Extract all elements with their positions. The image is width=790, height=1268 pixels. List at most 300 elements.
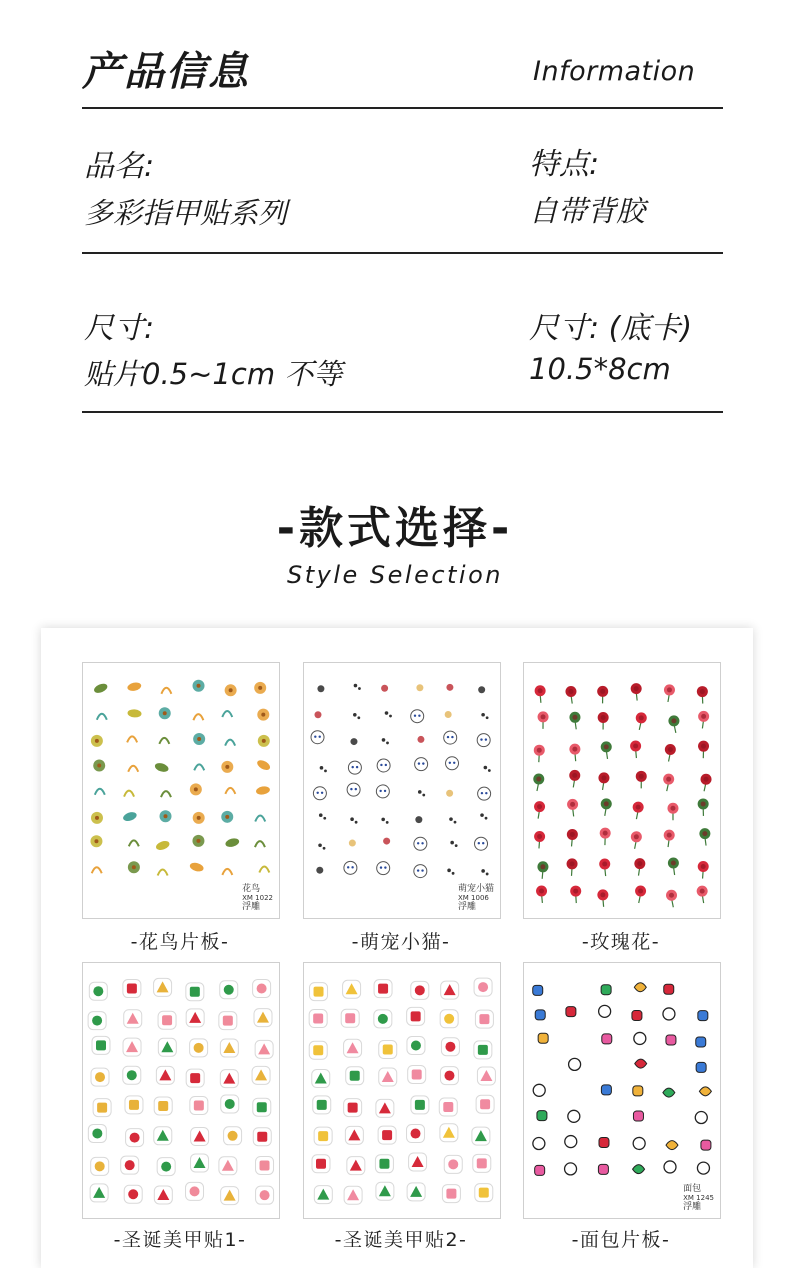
leaf-sticker bbox=[634, 983, 646, 992]
leaf-sticker bbox=[259, 866, 269, 872]
paw-sticker bbox=[320, 766, 324, 770]
flower-sticker bbox=[445, 711, 452, 718]
leaf-sticker bbox=[666, 1141, 678, 1150]
style-card-christmas-2[interactable] bbox=[303, 962, 501, 1219]
cat-sticker bbox=[313, 787, 326, 800]
paw-sticker bbox=[355, 821, 358, 824]
cat-sticker bbox=[415, 758, 428, 771]
sheet-brand: 浮雕 bbox=[683, 1203, 714, 1212]
gift-sticker bbox=[318, 1131, 328, 1141]
paw-sticker bbox=[422, 794, 425, 797]
style-caption: -面包片板- bbox=[522, 1225, 720, 1252]
cat-eye bbox=[380, 866, 382, 868]
flower-center bbox=[94, 839, 98, 843]
leaf-sticker bbox=[158, 869, 168, 875]
cat-eye bbox=[351, 866, 353, 868]
gift-sticker bbox=[479, 1188, 489, 1198]
bread-sticker bbox=[663, 1008, 675, 1020]
flower-center bbox=[229, 688, 233, 692]
gift-sticker bbox=[260, 1160, 270, 1170]
paw-sticker bbox=[386, 821, 389, 824]
rose-center bbox=[604, 744, 609, 749]
cat-sticker bbox=[478, 787, 491, 800]
bird-sticker bbox=[154, 762, 170, 774]
bird-sticker bbox=[255, 785, 270, 795]
bird-sticker bbox=[127, 681, 142, 692]
leaf-sticker bbox=[193, 714, 203, 720]
rose-center bbox=[637, 861, 642, 866]
toast-sticker bbox=[633, 1111, 643, 1121]
cat-sticker bbox=[376, 785, 389, 798]
flower-center bbox=[197, 816, 201, 820]
cat-eye bbox=[449, 762, 451, 764]
flower-sticker bbox=[383, 838, 390, 845]
ornament-sticker bbox=[225, 1099, 235, 1109]
paw-sticker bbox=[386, 742, 389, 745]
ornament-sticker bbox=[444, 1014, 454, 1024]
flower-sticker bbox=[446, 684, 453, 691]
gift-sticker bbox=[127, 984, 137, 994]
paw-sticker bbox=[318, 844, 322, 848]
gift-sticker bbox=[379, 1159, 389, 1169]
cat-sticker bbox=[477, 734, 490, 747]
cat-eye bbox=[451, 736, 453, 738]
rose-center bbox=[600, 689, 605, 694]
toast-sticker bbox=[698, 1011, 708, 1021]
paw-sticker bbox=[481, 713, 485, 717]
gift-sticker bbox=[257, 1102, 267, 1112]
flower-center bbox=[163, 711, 167, 715]
bread-sticker bbox=[695, 1112, 707, 1124]
flower-center bbox=[95, 816, 99, 820]
cat-sticker bbox=[377, 862, 390, 875]
cat-sticker bbox=[348, 761, 361, 774]
leaf-sticker bbox=[92, 867, 102, 873]
rose-center bbox=[568, 689, 573, 694]
gift-sticker bbox=[348, 1103, 358, 1113]
cat-sticker bbox=[311, 731, 324, 744]
rose-center bbox=[541, 714, 546, 719]
ornament-sticker bbox=[444, 1071, 454, 1081]
toast-sticker bbox=[632, 1011, 642, 1021]
sticker-sheet-icon bbox=[304, 963, 500, 1218]
bird-sticker bbox=[224, 837, 240, 848]
cat-sticker bbox=[475, 837, 488, 850]
toast-sticker bbox=[696, 1062, 706, 1072]
cat-eye bbox=[350, 788, 352, 790]
flower-center bbox=[225, 815, 229, 819]
gift-sticker bbox=[480, 1099, 490, 1109]
leaf-sticker bbox=[222, 869, 232, 875]
leaf-sticker bbox=[194, 764, 204, 770]
flower-center bbox=[194, 787, 198, 791]
rose-center bbox=[572, 715, 577, 720]
style-caption: -圣诞美甲贴1- bbox=[81, 1225, 279, 1252]
sheet-tag bbox=[458, 885, 494, 912]
toast-sticker bbox=[633, 1086, 643, 1096]
divider bbox=[82, 107, 723, 109]
bread-sticker bbox=[565, 1136, 577, 1148]
cat-eye bbox=[453, 762, 455, 764]
rose-center bbox=[602, 862, 607, 867]
cat-sticker bbox=[344, 861, 357, 874]
paw-sticker bbox=[385, 711, 389, 715]
cat-eye bbox=[384, 866, 386, 868]
rose-center bbox=[667, 687, 672, 692]
paw-sticker bbox=[382, 738, 386, 742]
cat-eye bbox=[356, 766, 358, 768]
rose-center bbox=[666, 777, 671, 782]
cat-eye bbox=[418, 762, 420, 764]
leaf-sticker bbox=[225, 788, 235, 794]
cat-eye bbox=[480, 738, 482, 740]
flower-center bbox=[132, 865, 136, 869]
cat-eye bbox=[314, 736, 316, 738]
paw-sticker bbox=[350, 817, 354, 821]
style-caption: -萌宠小猫- bbox=[302, 927, 500, 954]
gift-sticker bbox=[162, 1015, 172, 1025]
toast-sticker bbox=[601, 1085, 611, 1095]
ornament-sticker bbox=[411, 1129, 421, 1139]
style-card-flower-bird[interactable] bbox=[82, 662, 280, 919]
leaf-sticker bbox=[635, 1059, 647, 1068]
leaf-sticker bbox=[161, 791, 171, 797]
flower-center bbox=[196, 839, 200, 843]
flower-sticker bbox=[314, 711, 321, 718]
cat-sticker bbox=[377, 759, 390, 772]
ornament-sticker bbox=[194, 1043, 204, 1053]
gift-sticker bbox=[313, 1014, 323, 1024]
sticker-sheet-icon bbox=[524, 663, 720, 918]
paw-sticker bbox=[488, 769, 491, 772]
gift-sticker bbox=[316, 1159, 326, 1169]
cat-eye bbox=[380, 764, 382, 766]
sticker-sheet-icon bbox=[524, 963, 720, 1218]
cat-sticker bbox=[347, 783, 360, 796]
rose-center bbox=[701, 864, 706, 869]
flower-sticker bbox=[416, 684, 423, 691]
paw-sticker bbox=[418, 790, 422, 794]
cat-eye bbox=[421, 842, 423, 844]
gift-sticker bbox=[350, 1071, 360, 1081]
paw-sticker bbox=[324, 769, 327, 772]
rose-center bbox=[540, 864, 545, 869]
bird-sticker bbox=[256, 758, 272, 772]
cat-eye bbox=[316, 792, 318, 794]
gift-sticker bbox=[443, 1102, 453, 1112]
paw-sticker bbox=[452, 872, 455, 875]
cat-sticker bbox=[414, 837, 427, 850]
toast-sticker bbox=[535, 1165, 545, 1175]
toast-sticker bbox=[566, 1007, 576, 1017]
sheet-brand: 浮雕 bbox=[458, 903, 494, 912]
gift-sticker bbox=[190, 1073, 200, 1083]
rose-center bbox=[667, 833, 672, 838]
gift-sticker bbox=[415, 1100, 425, 1110]
bird-sticker bbox=[155, 839, 171, 851]
info-title-en: Information bbox=[533, 56, 695, 87]
rose-center bbox=[701, 801, 706, 806]
paw-sticker bbox=[486, 716, 489, 719]
rose-center bbox=[601, 775, 606, 780]
bird-sticker bbox=[127, 709, 142, 718]
flower-sticker bbox=[381, 685, 388, 692]
paw-sticker bbox=[450, 841, 454, 845]
rose-center bbox=[636, 805, 641, 810]
rose-center bbox=[572, 773, 577, 778]
rose-center bbox=[573, 889, 578, 894]
paw-sticker bbox=[323, 817, 326, 820]
style-caption: -圣诞美甲贴2- bbox=[302, 1225, 500, 1252]
cat-eye bbox=[447, 736, 449, 738]
leaf-sticker bbox=[225, 740, 235, 746]
sheet-tag bbox=[683, 1185, 714, 1212]
cat-eye bbox=[422, 762, 424, 764]
paw-sticker bbox=[485, 817, 488, 820]
leaf-sticker bbox=[633, 1165, 645, 1174]
toast-sticker bbox=[598, 1164, 608, 1174]
flower-sticker bbox=[446, 790, 453, 797]
flower-center bbox=[261, 713, 265, 717]
cat-eye bbox=[355, 788, 357, 790]
cat-eye bbox=[418, 714, 420, 716]
bread-sticker bbox=[565, 1163, 577, 1175]
toast-sticker bbox=[701, 1140, 711, 1150]
flower-center bbox=[97, 764, 101, 768]
bread-sticker bbox=[568, 1110, 580, 1122]
toast-sticker bbox=[601, 985, 611, 995]
leaf-sticker bbox=[95, 789, 105, 795]
cat-eye bbox=[421, 869, 423, 871]
cat-eye bbox=[485, 738, 487, 740]
ornament-sticker bbox=[257, 983, 267, 993]
cat-eye bbox=[417, 842, 419, 844]
leaf-sticker bbox=[129, 840, 139, 846]
ornament-sticker bbox=[92, 1016, 102, 1026]
rose-center bbox=[704, 777, 709, 782]
rose-center bbox=[670, 806, 675, 811]
divider bbox=[82, 252, 723, 254]
flower-sticker bbox=[478, 686, 485, 693]
sheet-tag bbox=[242, 885, 273, 912]
paw-sticker bbox=[447, 869, 451, 873]
ornament-sticker bbox=[95, 1161, 105, 1171]
gift-sticker bbox=[478, 1045, 488, 1055]
name-value: 多彩指甲贴系列 bbox=[84, 191, 287, 232]
bread-sticker bbox=[533, 1138, 545, 1150]
paw-sticker bbox=[357, 716, 360, 719]
rose-center bbox=[537, 748, 542, 753]
leaf-sticker bbox=[255, 815, 265, 821]
rose-center bbox=[634, 834, 639, 839]
leaf-sticker bbox=[161, 688, 171, 694]
bird-sticker bbox=[189, 861, 205, 872]
flower-center bbox=[258, 686, 262, 690]
rose-center bbox=[634, 686, 639, 691]
cat-eye bbox=[414, 714, 416, 716]
sheet-code: XM 1245 bbox=[683, 1194, 714, 1203]
ornament-sticker bbox=[128, 1189, 138, 1199]
gift-sticker bbox=[190, 987, 200, 997]
toast-sticker bbox=[696, 1037, 706, 1047]
flower-sticker bbox=[350, 738, 357, 745]
rose-center bbox=[639, 715, 644, 720]
leaf-sticker bbox=[128, 766, 138, 772]
rose-center bbox=[537, 834, 542, 839]
ornament-sticker bbox=[415, 985, 425, 995]
rose-center bbox=[701, 714, 706, 719]
gift-sticker bbox=[223, 1016, 233, 1026]
cat-eye bbox=[481, 792, 483, 794]
style-card-rose[interactable] bbox=[523, 662, 721, 919]
paw-sticker bbox=[455, 844, 458, 847]
rose-center bbox=[603, 831, 608, 836]
gift-sticker bbox=[382, 1130, 392, 1140]
ornament-sticker bbox=[125, 1160, 135, 1170]
ornament-sticker bbox=[161, 1162, 171, 1172]
rose-center bbox=[671, 860, 676, 865]
cat-eye bbox=[384, 790, 386, 792]
toast-sticker bbox=[537, 1111, 547, 1121]
leaf-sticker bbox=[97, 714, 107, 720]
rose-center bbox=[570, 832, 575, 837]
cat-eye bbox=[478, 842, 480, 844]
flower-sticker bbox=[349, 840, 356, 847]
ornament-sticker bbox=[127, 1070, 137, 1080]
paw-sticker bbox=[486, 873, 489, 876]
style-caption: -花鸟片板- bbox=[81, 927, 279, 954]
sticker-sheet-icon bbox=[83, 963, 279, 1218]
feature-value: 自带背胶 bbox=[529, 189, 645, 230]
rose-center bbox=[570, 802, 575, 807]
style-section-title: -款式选择- bbox=[0, 492, 790, 556]
style-card-bread[interactable] bbox=[523, 962, 721, 1219]
flower-center bbox=[262, 739, 266, 743]
toast-sticker bbox=[538, 1033, 548, 1043]
paw-sticker bbox=[319, 813, 323, 817]
ornament-sticker bbox=[224, 985, 234, 995]
sheet-brand: 浮雕 bbox=[242, 903, 273, 912]
gift-sticker bbox=[313, 1045, 323, 1055]
ornament-sticker bbox=[228, 1131, 238, 1141]
sheet-name: 面包 bbox=[683, 1185, 714, 1194]
ornament-sticker bbox=[130, 1133, 140, 1143]
gift-sticker bbox=[411, 1011, 421, 1021]
paw-sticker bbox=[484, 766, 488, 770]
ornament-sticker bbox=[378, 1014, 388, 1024]
cat-sticker bbox=[446, 757, 459, 770]
cat-eye bbox=[485, 792, 487, 794]
gift-sticker bbox=[317, 1100, 327, 1110]
style-card-christmas-1[interactable] bbox=[82, 962, 280, 1219]
size-value: 贴片0.5~1cm 不等 bbox=[84, 352, 342, 393]
gift-sticker bbox=[129, 1100, 139, 1110]
sticker-sheet-icon bbox=[83, 663, 279, 918]
card-size-value: 10.5*8cm bbox=[529, 352, 671, 386]
rose-center bbox=[639, 774, 644, 779]
cat-eye bbox=[482, 842, 484, 844]
paw-sticker bbox=[354, 684, 358, 688]
paw-sticker bbox=[480, 813, 484, 817]
paw-sticker bbox=[481, 869, 485, 873]
rose-center bbox=[601, 715, 606, 720]
paw-sticker bbox=[381, 818, 385, 822]
cat-eye bbox=[385, 764, 387, 766]
card-size-label: 尺寸: (底卡) bbox=[529, 303, 692, 347]
paw-sticker bbox=[454, 821, 457, 824]
flower-sticker bbox=[417, 736, 424, 743]
leaf-sticker bbox=[255, 841, 265, 847]
size-label: 尺寸: bbox=[84, 303, 154, 347]
sticker-sheet-icon bbox=[304, 663, 500, 918]
bread-sticker bbox=[664, 1161, 676, 1173]
bread-sticker bbox=[633, 1137, 645, 1149]
paw-sticker bbox=[323, 847, 326, 850]
info-title: 产品信息 bbox=[82, 40, 250, 97]
ornament-sticker bbox=[93, 986, 103, 996]
cat-sticker bbox=[414, 865, 427, 878]
rose-center bbox=[633, 744, 638, 749]
flower-center bbox=[197, 737, 201, 741]
flower-center bbox=[225, 765, 229, 769]
cat-eye bbox=[351, 766, 353, 768]
rose-center bbox=[604, 801, 609, 806]
gift-sticker bbox=[345, 1013, 355, 1023]
sheet-name: 萌宠小猫 bbox=[458, 885, 494, 894]
cat-sticker bbox=[444, 731, 457, 744]
style-section-subtitle: Style Selection bbox=[0, 561, 790, 589]
bread-sticker bbox=[634, 1032, 646, 1044]
style-panel bbox=[41, 628, 753, 1268]
paw-sticker bbox=[358, 687, 361, 690]
rose-center bbox=[700, 889, 705, 894]
cat-eye bbox=[319, 736, 321, 738]
leaf-sticker bbox=[663, 1088, 675, 1097]
rose-center bbox=[537, 804, 542, 809]
bread-sticker bbox=[569, 1058, 581, 1070]
gift-sticker bbox=[446, 1189, 456, 1199]
rose-center bbox=[701, 744, 706, 749]
ornament-sticker bbox=[190, 1186, 200, 1196]
flower-center bbox=[164, 814, 168, 818]
rose-center bbox=[572, 747, 577, 752]
ornament-sticker bbox=[478, 982, 488, 992]
flower-sticker bbox=[415, 816, 422, 823]
ornament-sticker bbox=[95, 1072, 105, 1082]
gift-sticker bbox=[479, 1014, 489, 1024]
toast-sticker bbox=[666, 1035, 676, 1045]
divider bbox=[82, 411, 723, 413]
toast-sticker bbox=[535, 1010, 545, 1020]
rose-center bbox=[702, 831, 707, 836]
rose-center bbox=[570, 861, 575, 866]
bird-sticker bbox=[93, 682, 109, 695]
gift-sticker bbox=[314, 987, 324, 997]
ornament-sticker bbox=[445, 1042, 455, 1052]
style-card-cute-cat[interactable] bbox=[303, 662, 501, 919]
cat-eye bbox=[321, 792, 323, 794]
cat-eye bbox=[417, 869, 419, 871]
paw-sticker bbox=[449, 817, 453, 821]
ornament-sticker bbox=[411, 1041, 421, 1051]
rose-center bbox=[671, 718, 676, 723]
toast-sticker bbox=[533, 985, 543, 995]
gift-sticker bbox=[96, 1040, 106, 1050]
paw-sticker bbox=[353, 713, 357, 717]
flower-center bbox=[95, 739, 99, 743]
leaf-sticker bbox=[222, 711, 232, 717]
bread-sticker bbox=[533, 1084, 545, 1096]
